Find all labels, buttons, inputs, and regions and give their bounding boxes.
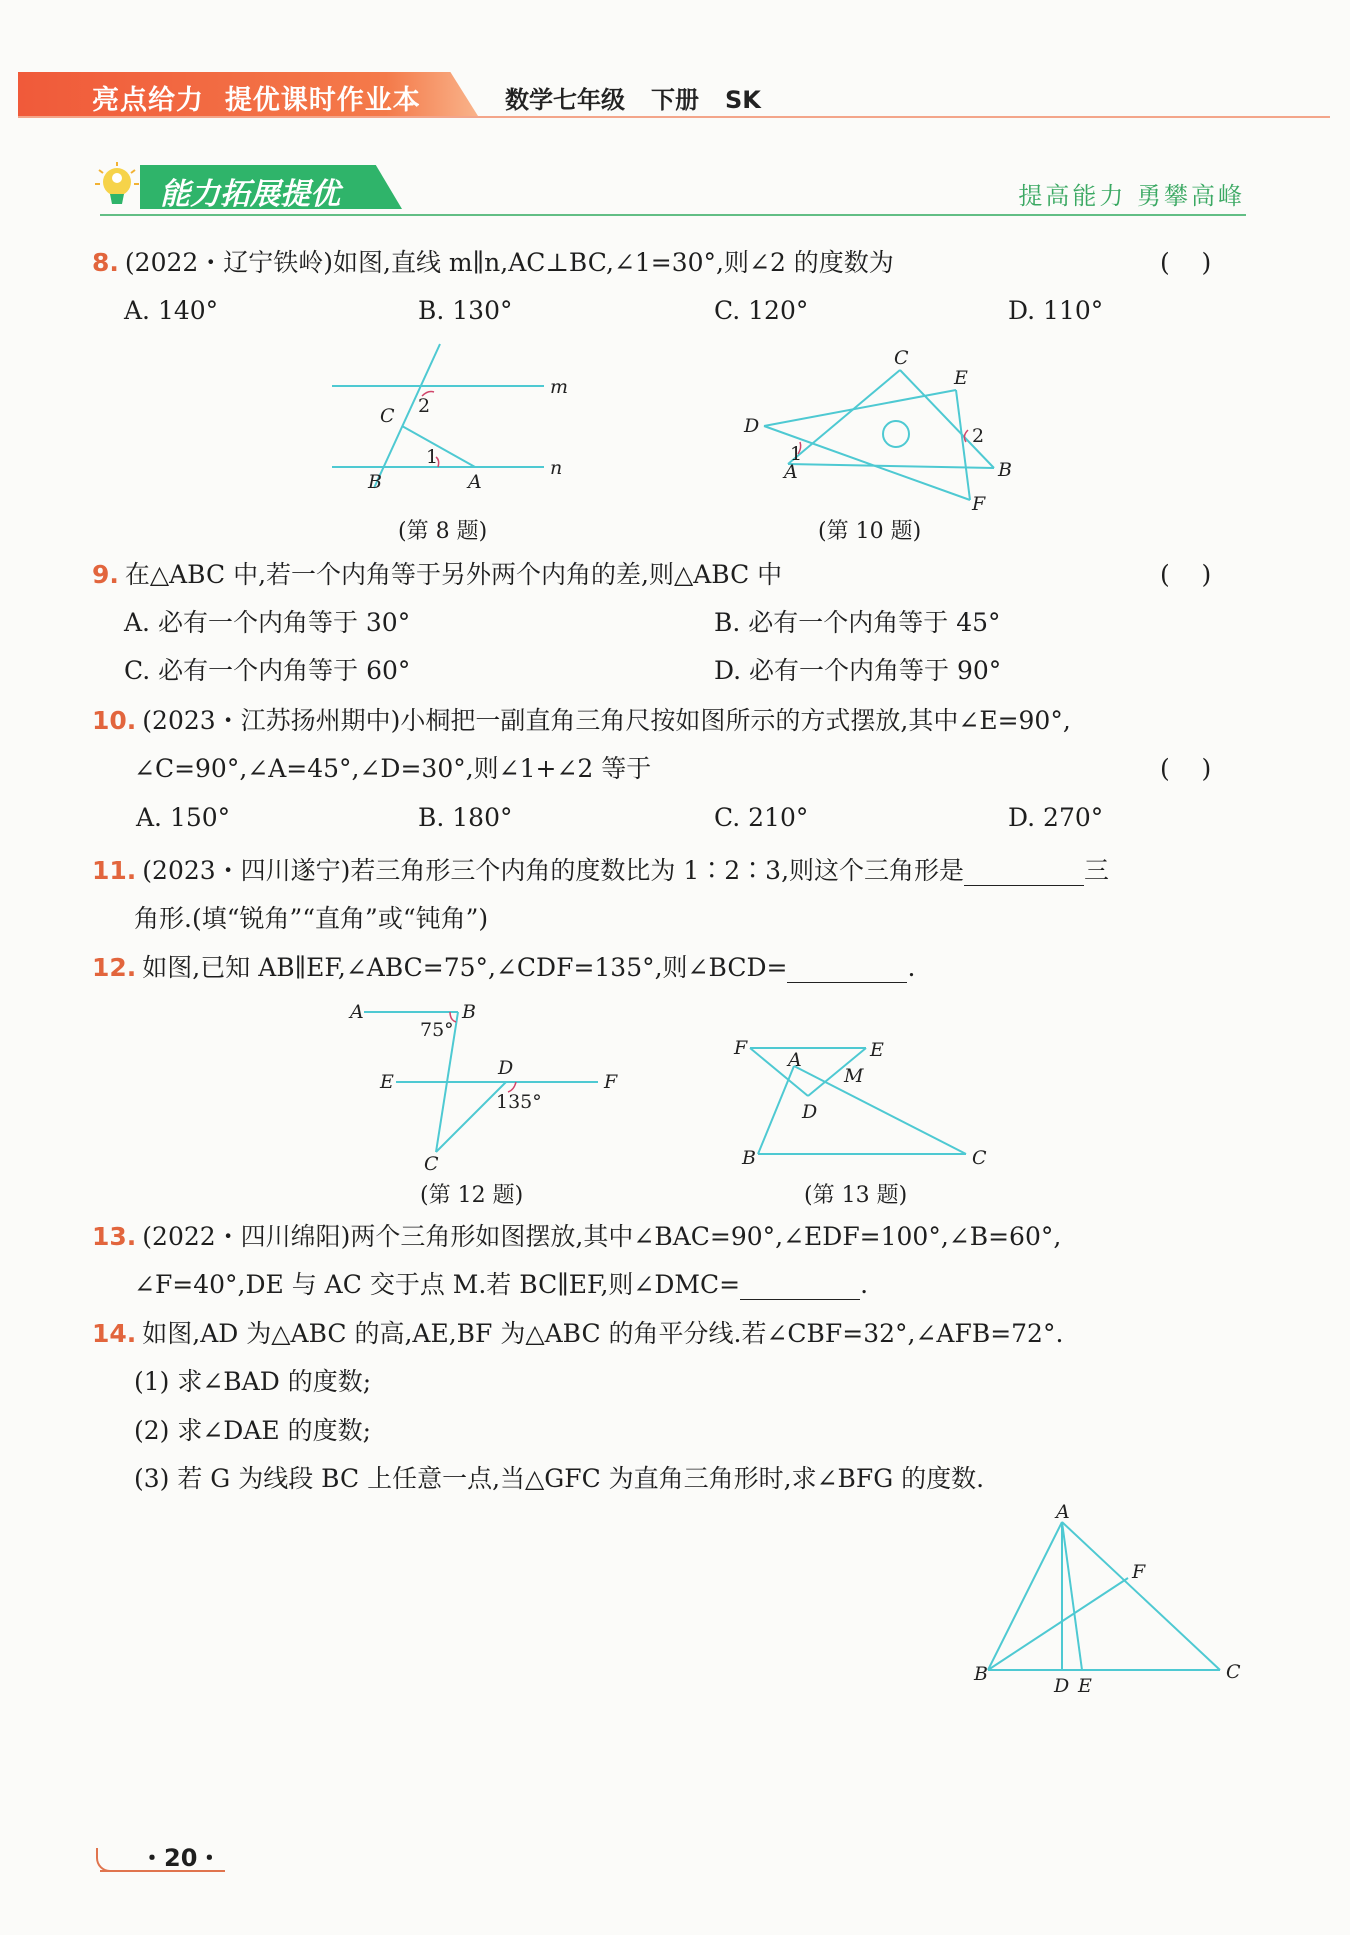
figure-8 (330, 340, 590, 493)
question-text: (2023・江苏扬州期中)小桐把一副直角三角尺按如图所示的方式摆放,其中∠E=90°, (142, 706, 1071, 735)
question-12 (92, 953, 915, 983)
label-d: D (1054, 1675, 1070, 1697)
question-number: 14. (92, 1319, 137, 1348)
label-135: 135° (496, 1091, 542, 1113)
subquestion-1: (1) 求∠BAD 的度数; (134, 1367, 372, 1396)
answer-blank[interactable] (740, 1275, 860, 1300)
question-text: (2023・四川遂宁)若三角形三个内角的度数比为 1∶2∶3,则这个三角形是 (142, 856, 965, 885)
question-8 (92, 248, 894, 278)
option-c: C. 120° (714, 296, 809, 325)
option-a: A. 必有一个内角等于 30° (124, 608, 411, 637)
label-e: E (954, 367, 968, 389)
header-title (92, 78, 421, 117)
option-b: B. 130° (418, 296, 513, 325)
label-c: C (380, 405, 395, 427)
figure-13 (730, 1030, 990, 1180)
label-m: M (844, 1065, 864, 1087)
answer-parentheses: ( ) (1160, 248, 1212, 277)
label-n: n (550, 457, 563, 479)
question-number: 13. (92, 1222, 137, 1251)
question-text: (2022・辽宁铁岭)如图,直线 m∥n,AC⊥BC,∠1=30°,则∠2 的度数为 (124, 248, 894, 277)
figure-13-caption: (第 13 题) (804, 1183, 908, 1208)
page-number: ・20・ (140, 1844, 222, 1872)
question-number: 11. (92, 856, 137, 885)
label-e: E (380, 1071, 394, 1093)
question-13-line2 (134, 1270, 868, 1300)
subquestion-2: (2) 求∠DAE 的度数; (134, 1416, 372, 1445)
option-a: A. 150° (136, 803, 231, 832)
option-c: C. 必有一个内角等于 60° (124, 656, 411, 685)
subquestion-3: (3) 若 G 为线段 BC 上任意一点,当△GFC 为直角三角形时,求∠BFG 的度数. (134, 1464, 985, 1493)
label-2: 2 (972, 425, 985, 447)
label-1: 1 (426, 446, 439, 468)
question-text-line2: ∠C=90°,∠A=45°,∠D=30°,则∠1+∠2 等于 (134, 754, 652, 783)
label-c: C (972, 1147, 987, 1169)
label-a: A (1056, 1501, 1070, 1523)
label-b: B (368, 471, 382, 493)
figure-10-caption: (第 10 题) (818, 519, 922, 544)
question-14 (92, 1319, 1063, 1349)
question-13 (92, 1222, 1061, 1252)
ruler-hole (883, 421, 909, 447)
line-cb (900, 370, 994, 468)
question-9 (92, 560, 782, 590)
header-subject: 数学七年级 (505, 86, 625, 114)
label-f: F (604, 1071, 618, 1093)
label-f: F (972, 493, 986, 515)
label-a: A (788, 1049, 802, 1071)
option-b: B. 180° (418, 803, 513, 832)
label-b: B (742, 1147, 756, 1169)
line-ab (758, 1066, 794, 1154)
label-a: A (468, 471, 482, 493)
label-m: m (550, 376, 569, 398)
question-text: 如图,AD 为△ABC 的高,AE,BF 为△ABC 的角平分线.若∠CBF=32°,∠AFB=72°. (142, 1319, 1064, 1348)
answer-blank[interactable] (787, 958, 907, 983)
label-d: D (498, 1057, 514, 1079)
question-text-line2: ∠F=40°,DE 与 AC 交于点 M.若 BC∥EF,则∠DMC= (134, 1270, 741, 1299)
section-title: 能力拓展提优 (160, 177, 340, 212)
header-volume: 下册 (651, 86, 699, 114)
line-ae (1062, 1522, 1082, 1670)
section-slogan: 提高能力 勇攀高峰 (1018, 182, 1245, 210)
header-book: 提优课时作业本 (224, 85, 421, 116)
header-divider (18, 116, 1330, 118)
option-d: D. 必有一个内角等于 90° (714, 656, 1002, 685)
lightbulb-person-icon (92, 160, 142, 210)
label-a: A (784, 461, 798, 483)
label-2: 2 (418, 395, 431, 417)
figure-12 (350, 1000, 630, 1180)
section-divider (100, 214, 1246, 216)
label-c: C (894, 347, 909, 369)
option-d: D. 270° (1008, 803, 1104, 832)
line-ac (794, 1066, 966, 1154)
line-de (764, 390, 956, 426)
label-d: D (744, 415, 760, 437)
figure-8-caption: (第 8 题) (398, 519, 488, 544)
label-e: E (1078, 1675, 1092, 1697)
header-edition: SK (725, 86, 761, 114)
question-11 (92, 856, 1109, 886)
question-10 (92, 706, 1071, 736)
label-75: 75° (420, 1019, 454, 1041)
label-c: C (1226, 1661, 1241, 1683)
option-a: A. 140° (124, 296, 219, 325)
question-text-tail: . (860, 1270, 869, 1299)
question-number: 9. (92, 560, 119, 589)
label-c: C (424, 1153, 439, 1175)
line-bf (988, 1578, 1128, 1670)
line-ab (988, 1522, 1062, 1670)
label-f: F (734, 1037, 748, 1059)
option-c: C. 210° (714, 803, 809, 832)
figure-14 (970, 1501, 1250, 1698)
page-number-ornament (96, 1848, 122, 1872)
answer-parentheses: ( ) (1160, 754, 1212, 783)
question-text: (2022・四川绵阳)两个三角形如图摆放,其中∠BAC=90°,∠EDF=100°,∠B=60°, (142, 1222, 1062, 1251)
answer-blank[interactable] (964, 861, 1084, 886)
label-d: D (802, 1101, 818, 1123)
option-d: D. 110° (1008, 296, 1104, 325)
question-text-tail: . (907, 953, 916, 982)
label-a: A (350, 1001, 364, 1023)
label-b: B (462, 1001, 476, 1023)
line-ab (788, 464, 994, 468)
question-number: 10. (92, 706, 137, 735)
header-series: 亮点给力 (92, 85, 204, 116)
line-ac (1062, 1522, 1220, 1670)
question-text: 如图,已知 AB∥EF,∠ABC=75°,∠CDF=135°,则∠BCD= (142, 953, 788, 982)
question-number: 8. (92, 248, 119, 277)
line-ef (956, 390, 970, 500)
label-b: B (974, 1663, 988, 1685)
label-f: F (1132, 1561, 1146, 1583)
label-e: E (870, 1039, 884, 1061)
answer-parentheses: ( ) (1160, 560, 1212, 589)
question-text-line2: 角形.(填“锐角”“直角”或“钝角”) (134, 904, 489, 933)
question-number: 12. (92, 953, 137, 982)
line-ca (788, 370, 900, 464)
label-b: B (998, 459, 1012, 481)
label-1: 1 (790, 443, 803, 465)
figure-10 (740, 347, 1020, 520)
question-text: 在△ABC 中,若一个内角等于另外两个内角的差,则△ABC 中 (124, 560, 783, 589)
figure-12-caption: (第 12 题) (420, 1183, 524, 1208)
option-b: B. 必有一个内角等于 45° (714, 608, 1001, 637)
question-text-tail: 三 (1084, 856, 1110, 885)
header-info (505, 80, 787, 115)
